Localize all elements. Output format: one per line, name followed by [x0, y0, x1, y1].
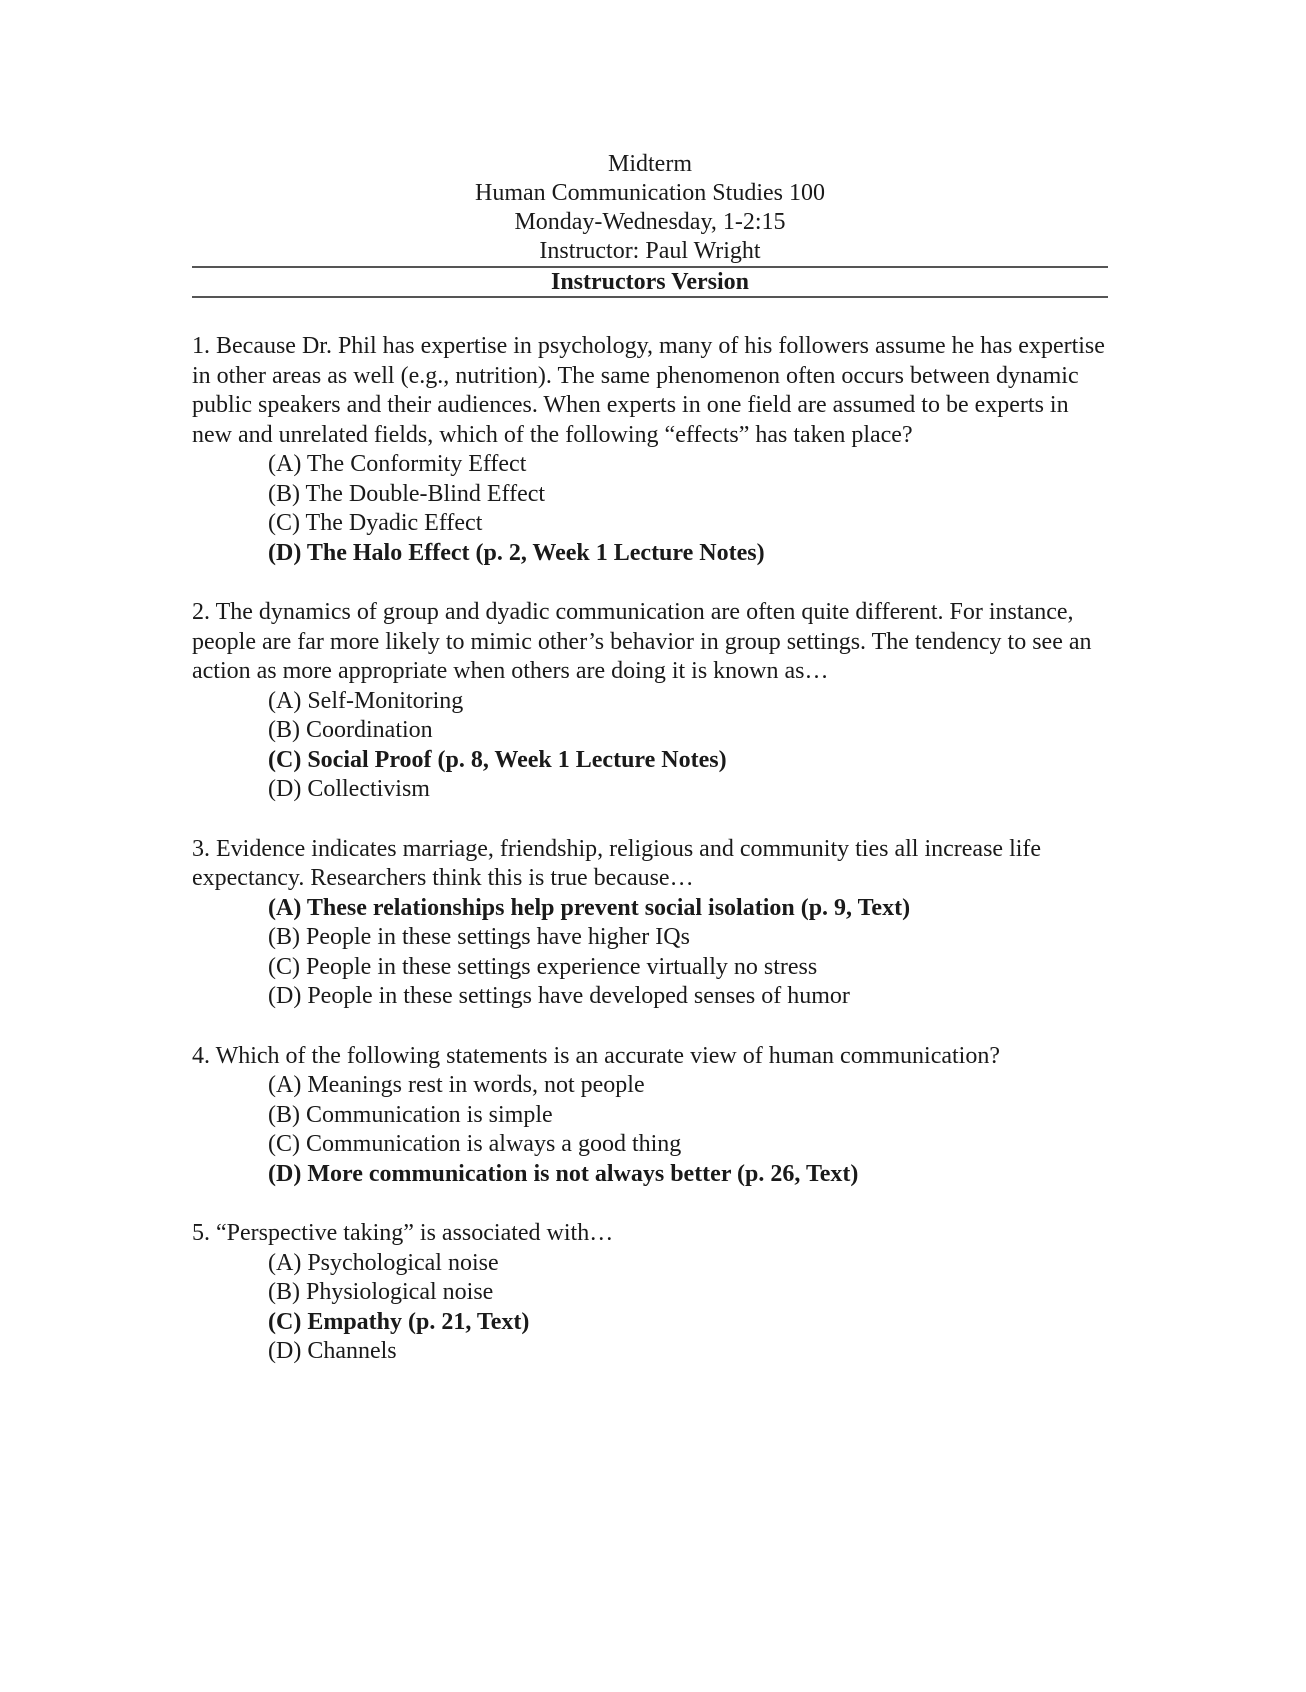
answer-options [192, 687, 1108, 805]
exam-title: Midterm [608, 151, 692, 177]
answer-option: (D) Channels [268, 1338, 397, 1364]
question-1 [192, 332, 1108, 568]
question-4 [192, 1042, 1108, 1190]
exam-header [192, 150, 1108, 266]
exam-page [192, 150, 1108, 1397]
question-stem: 2. The dynamics of group and dyadic communication are often quite different. For instance, people are far more likely to mimic other’s behavior in group settings. The tendency to see an action as more appropriate when others are doing it is known as… [192, 599, 1092, 684]
answer-options [192, 894, 1108, 1012]
question-stem: 5. “Perspective taking” is associated with… [192, 1220, 614, 1246]
answer-option-correct: (C) Empathy (p. 21, Text) [268, 1308, 530, 1335]
answer-option: (B) People in these settings have higher IQs [268, 924, 690, 950]
answer-option-correct: (A) These relationships help prevent social isolation (p. 9, Text) [268, 894, 911, 921]
header-divider-bottom [192, 296, 1108, 298]
answer-option: (C) The Dyadic Effect [268, 510, 483, 536]
answer-options [192, 1249, 1108, 1367]
answer-options [192, 450, 1108, 568]
question-stem: 3. Evidence indicates marriage, friendship, religious and community ties all increase life expectancy. Researchers think this is true because… [192, 835, 1042, 891]
question-3 [192, 835, 1108, 1012]
answer-option-correct: (C) Social Proof (p. 8, Week 1 Lecture Notes) [268, 746, 727, 773]
answer-option-correct: (D) More communication is not always better (p. 26, Text) [268, 1160, 859, 1187]
question-stem: 1. Because Dr. Phil has expertise in psychology, many of his followers assume he has expertise in other areas as well (e.g., nutrition). The same phenomenon often occurs between dynamic public speakers and their audiences. When experts in one field are assumed to be experts in new and unrelated fields, which of the following “effects” has taken place? [192, 333, 1105, 448]
answer-option: (C) People in these settings experience virtually no stress [268, 953, 818, 980]
course-name: Human Communication Studies 100 [475, 180, 825, 206]
answer-option: (D) Collectivism [268, 776, 430, 802]
question-2 [192, 598, 1108, 805]
answer-options [192, 1071, 1108, 1189]
version-label: Instructors Version [550, 269, 749, 295]
answer-option: (D) People in these settings have developed senses of humor [268, 983, 850, 1009]
answer-option: (B) Communication is simple [268, 1101, 553, 1128]
class-schedule: Monday-Wednesday, 1-2:15 [514, 209, 786, 235]
answer-option-correct: (D) The Halo Effect (p. 2, Week 1 Lecture Notes) [268, 539, 765, 566]
answer-option: (B) The Double-Blind Effect [268, 480, 546, 507]
answer-option: (A) The Conformity Effect [268, 451, 527, 477]
question-5 [192, 1219, 1108, 1367]
answer-option: (A) Self-Monitoring [268, 687, 464, 714]
answer-option: (A) Psychological noise [268, 1249, 499, 1276]
instructor-name: Instructor: Paul Wright [539, 238, 761, 264]
answer-option: (B) Coordination [268, 717, 433, 743]
answer-option: (C) Communication is always a good thing [268, 1131, 682, 1157]
answer-option: (B) Physiological noise [268, 1279, 494, 1305]
answer-option: (A) Meanings rest in words, not people [268, 1072, 645, 1098]
question-list [192, 332, 1108, 1367]
question-stem: 4. Which of the following statements is an accurate view of human communication? [192, 1042, 1000, 1069]
